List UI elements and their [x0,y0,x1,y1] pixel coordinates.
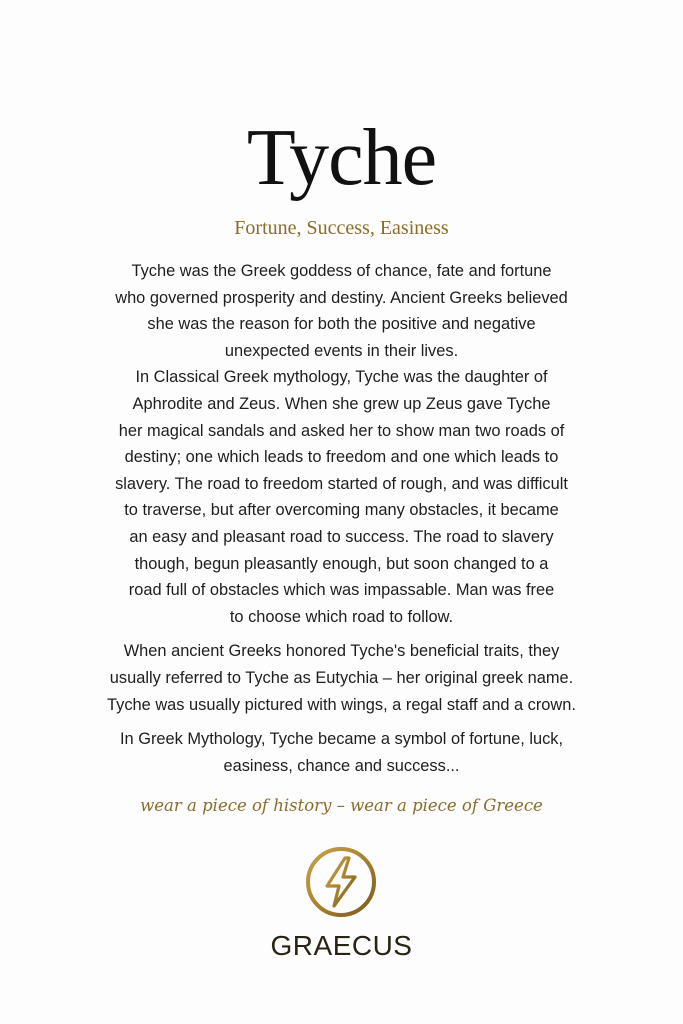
text-line: slavery. The road to freedom started of rough, and was difficult [115,474,568,493]
paragraph-symbol [60,726,623,779]
text-line: though, begun pleasantly enough, but soon changed to a [134,554,549,573]
paragraph-spacer [60,630,623,638]
brand-logo-text: GRAECUS [270,930,413,961]
text-line: Tyche was usually pictured with wings, a regal staff and a crown. [107,695,576,714]
text-line: road full of obstacles which was impassable. Man was free [128,581,555,600]
text-line: to choose which road to follow. [229,607,454,626]
text-line: an easy and pleasant road to success. The road to slavery [129,527,554,546]
text-line: usually referred to Tyche as Eutychia – her original greek name. [109,668,574,687]
description [60,258,623,779]
text-line: to traverse, but after overcoming many obstacles, it became [124,501,559,520]
paragraph-spacer [60,718,623,726]
paragraph-eutychia [60,638,623,718]
text-line: she was the reason for both the positive and negative [147,315,536,334]
text-line: Aphrodite and Zeus. When she grew up Zeus gave Tyche [132,394,551,413]
page-title: Tyche [246,114,437,202]
text-line: destiny; one which leads to freedom and one which leads to [124,448,559,467]
text-line: When ancient Greeks honored Tyche's beneficial traits, they [123,642,560,661]
paragraph-story [60,258,623,630]
text-line: her magical sandals and asked her to show man two roads of [118,421,565,440]
tagline: wear a piece of history – wear a piece of Greece [140,796,543,815]
text-line: Tyche was the Greek goddess of chance, fate and fortune [131,262,552,280]
text-line: unexpected events in their lives. [224,341,459,360]
text-line: In Greek Mythology, Tyche became a symbol of fortune, luck, [119,730,564,749]
text-line: In Classical Greek mythology, Tyche was the daughter of [135,368,548,387]
lightning-bolt-icon [303,844,379,920]
text-line: easiness, chance and success... [223,756,460,775]
page-subtitle: Fortune, Success, Easiness [234,217,449,239]
text-line: who governed prosperity and destiny. Ancient Greeks believed [115,288,568,307]
